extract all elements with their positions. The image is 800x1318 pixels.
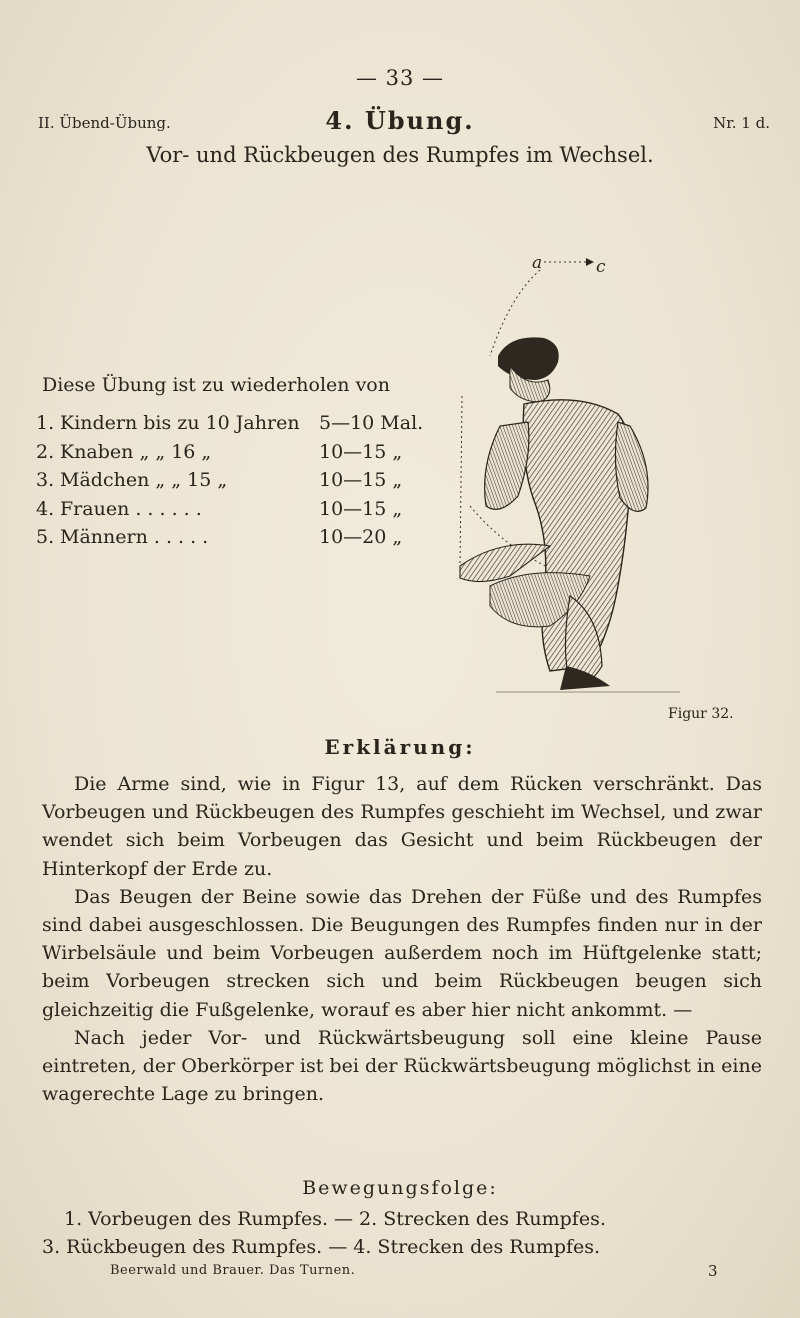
repetition-intro: Diese Übung ist zu wiederholen von bbox=[42, 374, 390, 396]
row-range: 10—15 „ bbox=[319, 440, 403, 463]
repetition-row bbox=[36, 523, 456, 552]
explanation-body bbox=[42, 770, 762, 1108]
sequence-list bbox=[42, 1205, 762, 1261]
explanation-paragraph: Das Beugen der Beine sowie das Drehen der Füße und des Rumpfes sind dabei ausgeschlossen. Die Beugungen des Rumpfes finden nur in der Wirbelsäule und beim Vorbeugen außerdem noch im Hüftgelenke statt; beim Vorbeugen strecken sich und beim Rückbeugen beugen sich gleichzeitig die Fußgelenke, worauf es aber hier nicht ankommt. — bbox=[42, 885, 762, 1021]
row-group: Knaben „ „ 16 „ bbox=[60, 440, 212, 463]
repetition-row bbox=[36, 438, 456, 467]
row-range: 10—20 „ bbox=[319, 526, 403, 548]
row-group: Frauen . . . . . . bbox=[60, 497, 202, 520]
exercise-subtitle: Vor- und Rückbeugen des Rumpfes im Wechsel. bbox=[146, 143, 654, 167]
repetition-list bbox=[36, 409, 456, 552]
sequence-title: Bewegungsfolge: bbox=[302, 1177, 498, 1199]
figure-caption: Figur 32. bbox=[668, 706, 734, 722]
row-group: Männern . . . . . bbox=[60, 526, 209, 548]
row-range: 10—15 „ bbox=[319, 469, 403, 491]
arc-label-a: a bbox=[532, 253, 543, 273]
footer-source: Beerwald und Brauer. Das Turnen. bbox=[110, 1263, 356, 1278]
row-number: 1. bbox=[36, 412, 55, 434]
exercise-figure bbox=[440, 166, 740, 696]
row-group: Mädchen „ „ 15 „ bbox=[60, 469, 228, 491]
repetition-row bbox=[36, 409, 456, 438]
row-number: 4. bbox=[36, 497, 55, 520]
page-number: — 33 — bbox=[355, 66, 445, 90]
explanation-title: Erklärung: bbox=[324, 735, 476, 759]
footer-sheet-number: 3 bbox=[708, 1262, 718, 1280]
motion-path-side bbox=[460, 396, 462, 566]
row-group: Kindern bis zu 10 Jahren bbox=[60, 412, 300, 434]
row-number: 5. bbox=[36, 526, 55, 548]
arc-label-c: c bbox=[596, 257, 606, 277]
repetition-row bbox=[36, 466, 456, 495]
sequence-line: 3. Rückbeugen des Rumpfes. — 4. Strecken des Rumpfes. bbox=[42, 1236, 601, 1259]
explanation-paragraph: Nach jeder Vor- und Rückwärtsbeugung soll eine kleine Pause eintreten, der Oberkörper ist bei der Rückwärtsbeugung möglichst in eine wagerechte Lage zu bringen. bbox=[42, 1026, 762, 1106]
exercise-number: Nr. 1 d. bbox=[713, 114, 770, 132]
right-arm-shape bbox=[615, 422, 648, 511]
sequence-line: 1. Vorbeugen des Rumpfes. — 2. Strecken des Rumpfes. bbox=[64, 1208, 606, 1230]
left-arm-shape bbox=[485, 422, 529, 509]
row-number: 3. bbox=[36, 469, 55, 491]
exercise-title: 4. Übung. bbox=[325, 106, 475, 135]
arrow-head-icon bbox=[586, 258, 594, 266]
row-range: 10—15 „ bbox=[319, 497, 403, 520]
explanation-paragraph: Die Arme sind, wie in Figur 13, auf dem Rücken verschränkt. Das Vorbeugen und Rückbeugen des Rumpfes geschieht im Wechsel, und zwar wendet sich beim Vorbeugen das Gesicht und beim Rückbeugen der Hinterkopf der Erde zu. bbox=[42, 773, 762, 880]
row-number: 2. bbox=[36, 440, 55, 463]
row-range: 5—10 Mal. bbox=[319, 412, 424, 434]
repetition-row bbox=[36, 495, 456, 524]
head-hair-shape bbox=[498, 337, 559, 380]
section-label: II. Übend-Übung. bbox=[38, 114, 171, 132]
